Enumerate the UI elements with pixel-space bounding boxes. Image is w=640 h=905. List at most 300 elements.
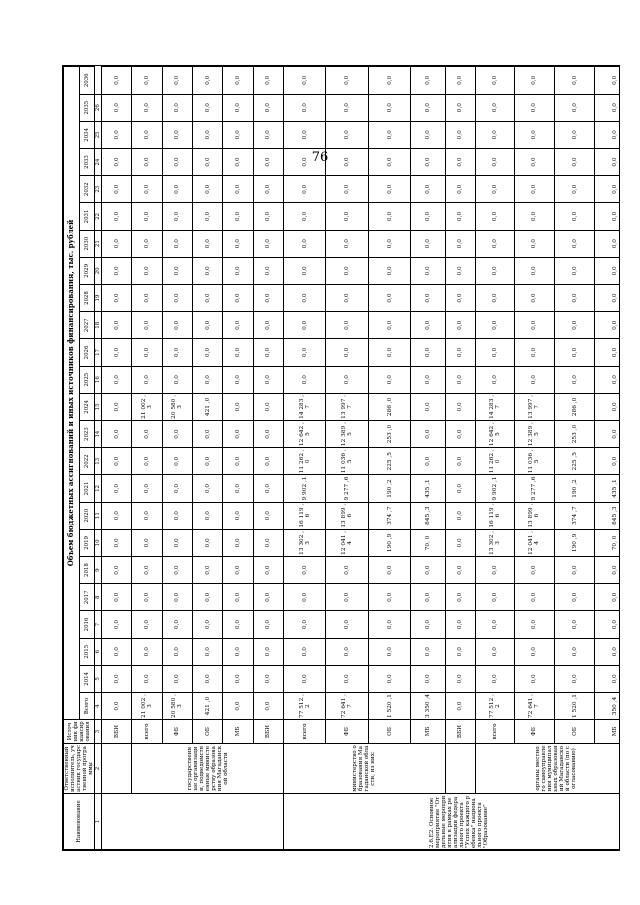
value-cell: 253 ,0 [368,420,410,447]
value-cell: 0,0 [554,611,594,638]
value-cell: 0,0 [476,121,514,148]
value-cell: 0,0 [283,556,325,583]
value-cell: 0,0 [283,203,325,230]
value-cell: 0,0 [445,312,475,339]
value-cell: 0,0 [102,176,132,203]
header-year-2020: 2020 [79,502,95,529]
value-cell: 421 ,0 [192,693,222,720]
value-cell: 0,0 [554,148,594,175]
header-column-number: 17 [95,339,102,366]
value-cell: 0,0 [554,230,594,257]
value-cell: 0,0 [132,584,162,611]
value-cell: 845 ,3 [595,502,620,529]
value-cell: 0,0 [445,393,475,420]
value-cell: 0,0 [368,203,410,230]
source-cell: ОБ [554,720,594,744]
value-cell: 0,0 [253,203,283,230]
value-cell: 11 262 ,0 [283,448,325,475]
value-cell: 0,0 [595,257,620,284]
value-cell: 0,0 [102,312,132,339]
table-row [192,67,222,850]
value-cell: 0,0 [253,693,283,720]
header-year-2034: 2034 [79,121,95,148]
value-cell: 0,0 [253,420,283,447]
value-cell: 0,0 [162,148,192,175]
value-cell: 0,0 [445,284,475,311]
value-cell: 0,0 [514,665,554,692]
value-cell: 12 642 ,5 [283,420,325,447]
value-cell: 0,0 [253,312,283,339]
value-cell: 0,0 [476,312,514,339]
value-cell: 0,0 [162,230,192,257]
value-cell: 0,0 [514,312,554,339]
value-cell: 70, 0 [411,529,445,556]
value-cell: 0,0 [595,584,620,611]
value-cell: 0,0 [326,121,368,148]
value-cell: 0,0 [411,556,445,583]
value-cell: 0,0 [411,312,445,339]
value-cell: 0,0 [132,611,162,638]
source-cell: МБ [223,720,253,744]
table-row [411,67,445,850]
value-cell: 14 283 ,7 [283,393,325,420]
value-cell: 0,0 [514,148,554,175]
value-cell: 0,0 [192,366,222,393]
value-cell: 0,0 [102,638,132,665]
header-column-number: 4 [95,693,102,720]
value-cell: 0,0 [162,556,192,583]
value-cell: 0,0 [162,420,192,447]
value-cell: 0,0 [554,584,594,611]
value-cell: 0,0 [132,148,162,175]
value-cell: 0,0 [192,176,222,203]
header-column-number: 7 [95,611,102,638]
name-cell: 2.6.E2. Основное мероприятие "Отдельные мероприятия в рамках реализации федерального проекта "Успех каждого ребенка" национального проекта "Образование" [283,794,620,850]
value-cell: 0,0 [253,638,283,665]
value-cell: 0,0 [162,665,192,692]
value-cell: 845 ,3 [411,502,445,529]
value-cell: 13 899 ,6 [326,502,368,529]
table-row [132,67,162,850]
value-cell: 0,0 [102,693,132,720]
value-cell: 0,0 [102,502,132,529]
value-cell: 0,0 [514,611,554,638]
header-year-2019: 2019 [79,529,95,556]
value-cell: 0,0 [411,176,445,203]
header-year-2029: 2029 [79,257,95,284]
header-column-number: 13 [95,448,102,475]
funding-table-frame [62,65,620,851]
value-cell: 0,0 [102,121,132,148]
header-total: Всего [79,693,95,720]
table-row [102,67,132,850]
value-cell: 0,0 [411,584,445,611]
value-cell: 0,0 [283,312,325,339]
value-cell: 0,0 [132,67,162,95]
header-year-2024: 2024 [79,393,95,420]
value-cell: 0,0 [445,638,475,665]
value-cell: 9 902 ,1 [476,475,514,502]
value-cell: 0,0 [514,67,554,95]
value-cell: 225 ,5 [554,448,594,475]
table-row [223,67,253,850]
header-year-2032: 2032 [79,176,95,203]
value-cell: 0,0 [595,638,620,665]
source-cell: ВБИ [102,720,132,744]
value-cell: 0,0 [192,529,222,556]
source-cell: всего [476,720,514,744]
value-cell: 0,0 [283,339,325,366]
responsible-cell: министерство образования Магаданской области, из них: [283,744,445,794]
page-number: 76 [311,150,329,165]
value-cell: 77 512 ,2 [283,693,325,720]
value-cell: 0,0 [595,556,620,583]
header-column-number: 22 [95,203,102,230]
value-cell: 0,0 [411,420,445,447]
value-cell: 11 262 ,0 [476,448,514,475]
value-cell: 0,0 [554,638,594,665]
value-cell: 0,0 [192,94,222,121]
value-cell: 0,0 [223,693,253,720]
table-row [595,67,620,850]
header-column-number: 10 [95,529,102,556]
value-cell: 0,0 [411,148,445,175]
value-cell: 0,0 [514,638,554,665]
value-cell: 0,0 [445,67,475,95]
value-cell: 0,0 [132,312,162,339]
value-cell: 0,0 [595,339,620,366]
header-column-number: 9 [95,556,102,583]
value-cell: 0,0 [476,257,514,284]
source-cell: ВБИ [253,720,283,744]
value-cell: 0,0 [283,176,325,203]
value-cell: 0,0 [192,502,222,529]
value-cell: 0,0 [514,284,554,311]
value-cell: 0,0 [283,257,325,284]
responsible-cell: государственные организации, подведомственные министерству образования Магаданской области [132,744,284,794]
header-column-number: 21 [95,230,102,257]
value-cell: 421 ,0 [192,393,222,420]
value-cell: 0,0 [554,366,594,393]
value-cell: 0,0 [223,448,253,475]
responsible-cell-empty [102,744,132,794]
header-year-2017: 2017 [79,584,95,611]
value-cell: 0,0 [253,67,283,95]
value-cell: 0,0 [445,529,475,556]
value-cell: 0,0 [445,665,475,692]
value-cell: 0,0 [514,366,554,393]
value-cell: 0,0 [514,257,554,284]
value-cell: 0,0 [132,448,162,475]
value-cell: 0,0 [476,67,514,95]
table-row [514,67,554,850]
value-cell: 0,0 [445,257,475,284]
value-cell: 0,0 [368,638,410,665]
value-cell: 0,0 [192,448,222,475]
value-cell: 0,0 [476,230,514,257]
value-cell: 0,0 [554,121,594,148]
value-cell: 0,0 [445,176,475,203]
value-cell: 0,0 [445,121,475,148]
value-cell: 0,0 [411,448,445,475]
value-cell: 0,0 [283,584,325,611]
value-cell: 0,0 [132,257,162,284]
value-cell: 0,0 [368,230,410,257]
value-cell: 374 ,7 [554,502,594,529]
value-cell: 0,0 [326,339,368,366]
value-cell: 0,0 [283,230,325,257]
header-source: Источник финансирования [64,720,95,744]
header-funding-title: Объем бюджетных ассигнований и иных источников финансирования, тыс. рублей [64,67,80,720]
value-cell: 13 997 ,7 [514,393,554,420]
value-cell: 70, 0 [595,529,620,556]
value-cell: 0,0 [554,284,594,311]
value-cell: 0,0 [368,176,410,203]
value-cell: 0,0 [326,638,368,665]
header-column-number: 14 [95,420,102,447]
responsible-cell-empty [445,744,475,794]
value-cell: 0,0 [192,611,222,638]
value-cell: 0,0 [253,366,283,393]
value-cell: 0,0 [411,121,445,148]
value-cell: 0,0 [283,611,325,638]
value-cell: 0,0 [102,67,132,95]
value-cell: 0,0 [326,230,368,257]
value-cell: 0,0 [445,94,475,121]
source-cell: ВБИ [445,720,475,744]
name-cell-empty [102,794,284,850]
value-cell: 0,0 [368,284,410,311]
value-cell: 0,0 [132,230,162,257]
table-row [554,67,594,850]
table-row [162,67,192,850]
value-cell: 286 ,0 [554,393,594,420]
value-cell: 0,0 [102,556,132,583]
value-cell: 0,0 [411,284,445,311]
value-cell: 0,0 [102,420,132,447]
value-cell: 0,0 [595,94,620,121]
value-cell: 0,0 [283,284,325,311]
value-cell: 1 520 ,1 [368,693,410,720]
funding-table [63,66,620,850]
value-cell: 0,0 [253,148,283,175]
value-cell: 0,0 [595,665,620,692]
value-cell: 0,0 [192,420,222,447]
value-cell: 12 041 ,4 [514,529,554,556]
value-cell: 0,0 [595,67,620,95]
value-cell: 0,0 [411,67,445,95]
value-cell: 0,0 [162,121,192,148]
value-cell: 0,0 [223,529,253,556]
value-cell: 0,0 [476,94,514,121]
value-cell: 0,0 [223,203,253,230]
value-cell: 0,0 [326,665,368,692]
header-year-2031: 2031 [79,203,95,230]
table-row [445,67,475,850]
value-cell: 0,0 [102,284,132,311]
value-cell: 0,0 [283,366,325,393]
value-cell: 0,0 [192,475,222,502]
value-cell: 77 512 ,2 [476,693,514,720]
value-cell: 0,0 [476,203,514,230]
value-cell: 0,0 [132,556,162,583]
value-cell: 0,0 [368,366,410,393]
value-cell: 0,0 [102,366,132,393]
value-cell: 0,0 [162,529,192,556]
value-cell: 0,0 [476,284,514,311]
value-cell: 0,0 [162,67,192,95]
header-column-number: 8 [95,584,102,611]
value-cell: 0,0 [326,556,368,583]
value-cell: 0,0 [368,312,410,339]
value-cell: 0,0 [223,312,253,339]
value-cell: 0,0 [595,176,620,203]
header-year-2036: 2036 [79,67,95,95]
value-cell: 0,0 [326,94,368,121]
value-cell: 0,0 [253,584,283,611]
value-cell: 0,0 [411,393,445,420]
value-cell: 0,0 [102,339,132,366]
value-cell: 0,0 [368,67,410,95]
value-cell: 0,0 [554,67,594,95]
value-cell: 0,0 [253,230,283,257]
value-cell: 0,0 [162,502,192,529]
value-cell: 0,0 [223,67,253,95]
value-cell: 0,0 [283,121,325,148]
value-cell: 0,0 [132,665,162,692]
value-cell: 0,0 [253,529,283,556]
value-cell: 0,0 [192,584,222,611]
value-cell: 0,0 [595,121,620,148]
value-cell: 0,0 [223,257,253,284]
value-cell: 0,0 [554,176,594,203]
source-cell: ФБ [514,720,554,744]
header-name: Наименование [64,794,95,850]
value-cell: 0,0 [514,176,554,203]
header-year-2026: 2026 [79,339,95,366]
value-cell: 0,0 [253,611,283,638]
value-cell: 0,0 [595,448,620,475]
value-cell: 253 ,0 [554,420,594,447]
value-cell: 0,0 [132,420,162,447]
header-column-number: 1 [95,794,102,850]
value-cell: 0,0 [162,284,192,311]
value-cell: 0,0 [595,203,620,230]
value-cell: 13 302 ,3 [476,529,514,556]
value-cell: 0,0 [162,257,192,284]
value-cell: 0,0 [132,475,162,502]
value-cell: 0,0 [595,312,620,339]
value-cell: 190 ,9 [368,529,410,556]
header-year-2015: 2015 [79,638,95,665]
value-cell: 286 ,0 [368,393,410,420]
value-cell: 0,0 [192,312,222,339]
value-cell: 0,0 [223,284,253,311]
value-cell: 0,0 [411,611,445,638]
value-cell: 0,0 [102,665,132,692]
value-cell: 0,0 [223,339,253,366]
value-cell: 0,0 [253,448,283,475]
value-cell: 0,0 [192,339,222,366]
value-cell: 3 350 ,4 [411,693,445,720]
value-cell: 13 997 ,7 [326,393,368,420]
value-cell: 0,0 [253,121,283,148]
header-column-number: 2 [95,744,102,794]
value-cell: 0,0 [445,148,475,175]
table-row [326,67,368,850]
value-cell: 0,0 [476,148,514,175]
value-cell: 0,0 [253,176,283,203]
value-cell: 0,0 [514,339,554,366]
value-cell: 0,0 [411,230,445,257]
value-cell: 0,0 [595,148,620,175]
header-year-2035: 2035 [79,94,95,121]
value-cell: 0,0 [326,176,368,203]
value-cell: 0,0 [326,611,368,638]
header-column-number: 16 [95,366,102,393]
value-cell: 0,0 [192,556,222,583]
value-cell: 0,0 [223,638,253,665]
source-cell: всего [132,720,162,744]
value-cell: 0,0 [514,556,554,583]
value-cell: 16 119 ,6 [476,502,514,529]
header-column-number: 19 [95,284,102,311]
value-cell: 13 302 ,3 [283,529,325,556]
value-cell: 0,0 [476,339,514,366]
value-cell: 0,0 [192,121,222,148]
value-cell: 0,0 [253,339,283,366]
value-cell: 0,0 [445,693,475,720]
value-cell: 0,0 [192,230,222,257]
value-cell: 0,0 [102,148,132,175]
value-cell: 0,0 [411,257,445,284]
value-cell: 0,0 [476,638,514,665]
value-cell: 0,0 [554,257,594,284]
value-cell: 435 ,1 [595,475,620,502]
value-cell: 0,0 [223,121,253,148]
value-cell: 0,0 [132,638,162,665]
value-cell: 0,0 [595,284,620,311]
value-cell: 0,0 [253,502,283,529]
value-cell: 0,0 [514,584,554,611]
value-cell: 0,0 [253,393,283,420]
value-cell: 0,0 [554,556,594,583]
value-cell: 0,0 [595,611,620,638]
value-cell: 0,0 [132,121,162,148]
value-cell: 0,0 [368,94,410,121]
value-cell: 0,0 [368,665,410,692]
value-cell: 374 ,7 [368,502,410,529]
value-cell: 225 ,5 [368,448,410,475]
value-cell: 0,0 [445,203,475,230]
value-cell: 0,0 [223,475,253,502]
value-cell: 0,0 [445,366,475,393]
value-cell: 0,0 [368,584,410,611]
value-cell: 0,0 [223,502,253,529]
value-cell: 0,0 [411,638,445,665]
value-cell: 0,0 [102,203,132,230]
value-cell: 0,0 [445,230,475,257]
table-row [368,67,410,850]
value-cell: 16 119 ,6 [283,502,325,529]
header-column-number: 18 [95,312,102,339]
value-cell: 0,0 [223,556,253,583]
value-cell: 0,0 [326,284,368,311]
value-cell: 0,0 [132,502,162,529]
value-cell: 0,0 [554,339,594,366]
value-cell: 0,0 [476,611,514,638]
value-cell: 0,0 [326,257,368,284]
